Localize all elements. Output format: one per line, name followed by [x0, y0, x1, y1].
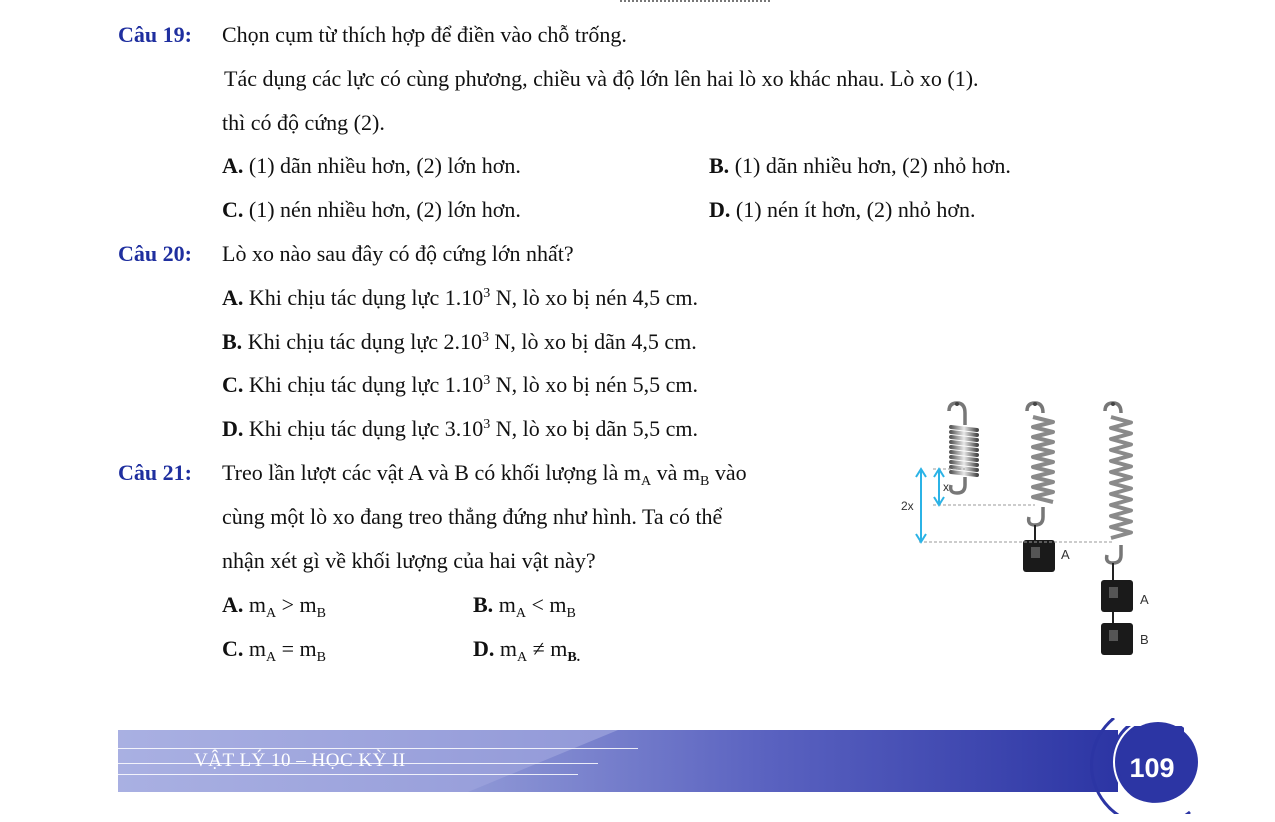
option-letter: D.	[473, 636, 495, 661]
exponent: 3	[483, 417, 491, 432]
cropped-text-remnant	[620, 0, 770, 4]
spring-with-a	[1023, 402, 1055, 572]
q21-option-a	[222, 592, 326, 622]
q19-option-a	[222, 153, 521, 179]
page-footer	[118, 726, 1184, 796]
option-letter: D.	[222, 416, 244, 441]
option-text: (1) nén nhiều hơn, (2) lớn hơn.	[248, 197, 521, 222]
q21-option-d	[473, 636, 580, 666]
text-part: < m	[525, 592, 567, 617]
option-letter: B.	[222, 329, 243, 354]
text-part: m	[498, 592, 516, 617]
q20-question: Lò xo nào sau đây có độ cứng lớn nhất?	[222, 241, 574, 266]
label-x: x	[943, 480, 949, 494]
q20-option-c	[222, 372, 698, 398]
spring-mass-figure	[895, 395, 1185, 665]
q19-option-d	[709, 197, 975, 223]
q20-option-b	[222, 329, 697, 355]
arrow-2x	[916, 469, 926, 542]
subscript: A	[517, 650, 528, 665]
text-part: m	[248, 592, 267, 617]
text-part: = m	[276, 636, 317, 661]
footer-line	[118, 774, 578, 775]
label-a: A	[1061, 547, 1070, 562]
footer-title: VẬT LÝ 10 – HỌC KỲ II	[194, 750, 406, 771]
q20-label: Câu 20:	[118, 241, 192, 266]
subscript: B	[700, 474, 710, 489]
subscript: B	[316, 650, 327, 665]
option-letter: C.	[222, 197, 244, 222]
option-text-pre: Khi chịu tác dụng lực 1.10	[248, 372, 484, 397]
option-text: (1) dãn nhiều hơn, (2) nhỏ hơn.	[734, 153, 1011, 178]
text-part: và m	[651, 460, 701, 485]
q21-line2: cùng một lò xo đang treo thẳng đứng như hình. Ta có thể	[222, 504, 723, 529]
option-text-pre: Khi chịu tác dụng lực 3.10	[248, 416, 484, 441]
q21-option-c	[222, 636, 326, 666]
option-text-pre: Khi chịu tác dụng lực 2.10	[247, 329, 483, 354]
exponent: 3	[483, 373, 491, 388]
option-letter: A.	[222, 592, 244, 617]
spring-with-a-b	[1101, 402, 1133, 655]
q19-option-c	[222, 197, 521, 223]
q21-option-b	[473, 592, 576, 622]
label-b: B	[1140, 632, 1149, 647]
option-letter: C.	[222, 636, 244, 661]
option-letter: C.	[222, 372, 244, 397]
q21-header	[118, 460, 192, 486]
exponent: 3	[482, 330, 490, 345]
option-text: (1) nén ít hơn, (2) nhỏ hơn.	[735, 197, 976, 222]
option-letter: B.	[709, 153, 730, 178]
q19-option-b	[709, 153, 1011, 179]
option-letter: A.	[222, 153, 244, 178]
option-text: (1) dãn nhiều hơn, (2) lớn hơn.	[248, 153, 521, 178]
text-part: m	[248, 636, 267, 661]
footer-line	[118, 748, 638, 749]
option-text-pre: Khi chịu tác dụng lực 1.10	[248, 285, 484, 310]
q19-text-line2: thì có độ cứng (2).	[222, 110, 385, 135]
subscript: B	[316, 606, 327, 621]
option-text-post: N, lò xo bị dãn 4,5 cm.	[489, 329, 697, 354]
option-letter: B.	[473, 592, 494, 617]
option-text-post: N, lò xo bị dãn 5,5 cm.	[490, 416, 698, 441]
q20-option-a	[222, 285, 698, 311]
text-part: m	[499, 636, 518, 661]
page-number: 109	[1129, 753, 1175, 783]
subscript: A	[641, 474, 652, 489]
option-letter: A.	[222, 285, 244, 310]
text-part: vào	[709, 460, 747, 485]
q19-question: Chọn cụm từ thích hợp để điền vào chỗ trống.	[222, 22, 627, 47]
q21-line1	[222, 460, 747, 490]
label-2x: 2x	[901, 499, 914, 513]
q19-text-line1: Tác dụng các lực có cùng phương, chiều và độ lớn lên hai lò xo khác nhau. Lò xo (1).	[224, 66, 979, 91]
option-text-post: N, lò xo bị nén 5,5 cm.	[490, 372, 698, 397]
text-part: > m	[276, 592, 317, 617]
q21-line3: nhận xét gì về khối lượng của hai vật này?	[222, 548, 596, 573]
subscript: A	[266, 606, 277, 621]
q20-option-d	[222, 416, 698, 442]
q20-header	[118, 241, 192, 267]
subscript: A	[266, 650, 277, 665]
subscript: A	[515, 606, 526, 621]
option-letter: D.	[709, 197, 731, 222]
subscript: B.	[567, 650, 581, 665]
text-part: ≠ m	[527, 636, 568, 661]
subscript: B	[566, 606, 576, 621]
label-a: A	[1140, 592, 1149, 607]
q19-header	[118, 22, 192, 48]
exponent: 3	[483, 286, 491, 301]
q21-label: Câu 21:	[118, 460, 192, 485]
text-part: Treo lần lượt các vật A và B có khối lượng là m	[222, 460, 642, 485]
option-text-post: N, lò xo bị nén 4,5 cm.	[490, 285, 698, 310]
spring-unloaded	[949, 402, 977, 493]
q19-label: Câu 19:	[118, 22, 192, 47]
